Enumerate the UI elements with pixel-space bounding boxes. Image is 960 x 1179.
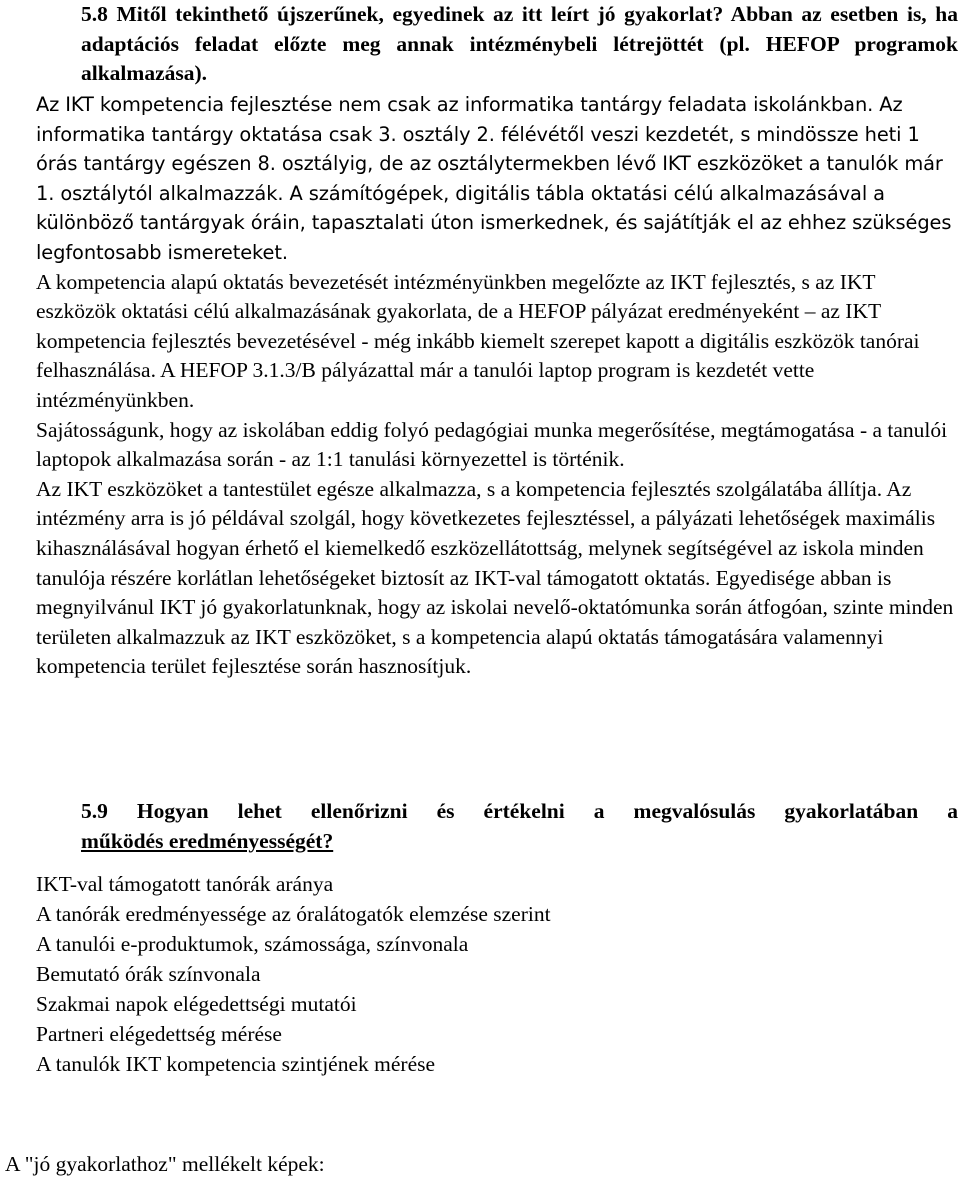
list-item: IKT-val támogatott tanórák aránya [36,872,334,896]
section-5-9-heading-line-1: 5.9 Hogyan lehet ellenőrizni és értékelni a megvalósulás gyakorlatában a [81,799,958,823]
paragraph-1-intro: Az IKT kompetencia fejlesztése nem csak az informatika tantárgy feladata iskolánkban. Az informatika tantárgy oktatása csak 3. osztály 2. [36,93,903,146]
paragraph-1-rest: félévétől veszi kezdetét, s mindössze heti 1 órás tantárgy egészen 8. osztályig, de az osztálytermekben lévő IKT eszközöket a tanulók már 1. osztálytól alkalmazzák. A számítógépek, digitális tábla oktatási célú alkalmazásával a különböző tantárgyak óráin, tapasztalati úton ismerkednek, és sajátítják el az ehhez szükséges legfontosabb ismereteket. [36,122,952,264]
section-5-9-heading [81,797,958,856]
section-5-9-heading-line-2: működés eredményességét? [81,828,334,853]
list-item: Partneri elégedettség mérése [36,1022,282,1046]
paragraph-1 [36,90,956,268]
list-item: A tanulók IKT kompetencia szintjének mérése [36,1052,436,1076]
attached-images-caption: A "jó gyakorlathoz" mellékelt képek: [5,1152,325,1176]
list-item: Bemutató órák színvonala [36,962,261,986]
list-item: A tanulói e-produktumok, számossága, színvonala [36,932,469,956]
evaluation-criteria-list [36,869,551,1079]
paragraph-2: A kompetencia alapú oktatás bevezetését intézményünkben megelőzte az IKT fejlesztés, s az IKT eszközök oktatási célú alkalmazásának gyakorlata, de a HEFOP pályázat eredményeként – az IKT kompetencia fejlesztés bevezetésével - még inkább kiemelt szerepet kapott a digitális eszközök tanórai felhasználása. A HEFOP 3.1.3/B pályázattal már a tanulói laptop program is kezdetét vette intézményünkben. [36,269,920,412]
section-5-8-body [36,90,956,682]
paragraph-4: Az IKT eszközöket a tantestület egésze alkalmazza, s a kompetencia fejlesztés szolgálatába állítja. Az intézmény arra is jó példával szolgál, hogy következetes fejlesztéssel, a pályázati lehetőségek maximális kihasználásával hogyan érhető el kiemelkedő eszközellátottság, melynek segítségével az iskola minden tanulója részére korlátlan lehetőségeket biztosít az IKT-val támogatott oktatás. Egyedisége abban is megnyilvánul IKT jó gyakorlatunknak, hogy az iskolai nevelő-oktatómunka során átfogóan, szinte minden területen alkalmazzuk az IKT eszközöket, s a kompetencia alapú oktatás támogatására valamennyi kompetencia terület fejlesztése során hasznosítjuk. [36,476,954,679]
list-item: A tanórák eredményessége az óralátogatók elemzése szerint [36,902,551,926]
paragraph-3: Sajátosságunk, hogy az iskolában eddig folyó pedagógiai munka megerősítése, megtámogatása - a tanulói laptopok alkalmazása során - az 1:1 tanulási környezettel is történik. [36,417,948,472]
section-5-8-heading: 5.8 Mitől tekinthető újszerűnek, egyedinek az itt leírt jó gyakorlat? Abban az esetben is, ha adaptációs feladat előzte meg annak intézménybeli létrejöttét (pl. HEFOP programok alkalmazása). [81,2,958,85]
list-item: Szakmai napok elégedettségi mutatói [36,992,357,1016]
